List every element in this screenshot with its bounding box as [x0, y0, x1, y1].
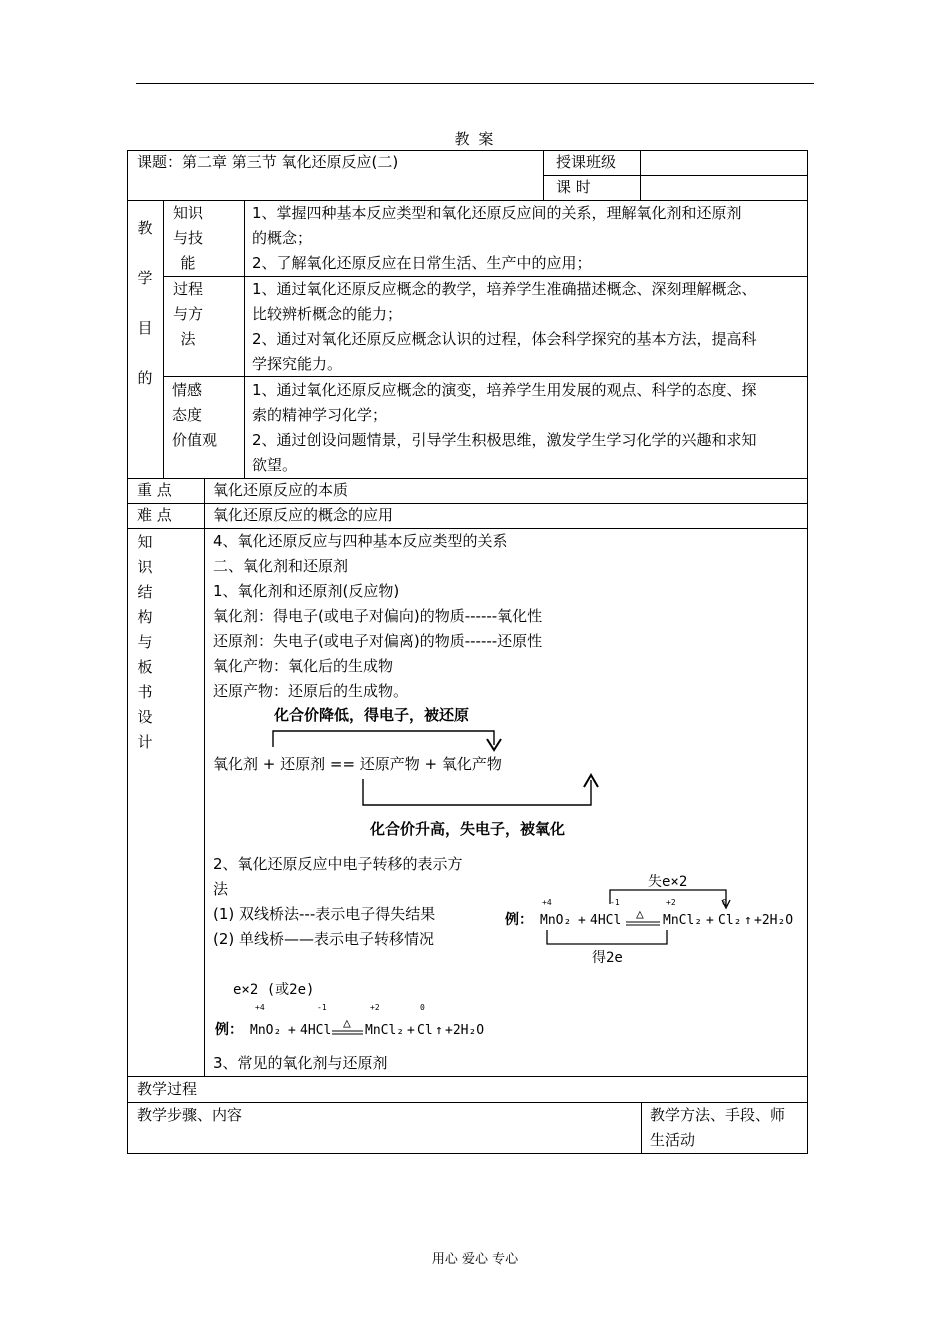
emotion-line-4: 欲望。	[252, 456, 298, 474]
key-point-text: 氧化还原反应的本质	[213, 481, 349, 499]
ex2-mno2: MnO₂	[250, 1023, 282, 1038]
board-line-2: 二、氧化剂和还原剂	[213, 557, 349, 575]
process-line-1: 1、通过氧化还原反应概念的教学，培养学生准确描述概念、深刻理解概念、	[252, 280, 757, 298]
emotion-line-1: 1、通过氧化还原反应概念的演变，培养学生用发展的观点、科学的态度、探	[252, 381, 757, 399]
ex2-cl: Cl	[417, 1023, 433, 1038]
board-line-1: 4、氧化还原反应与四种基本反应类型的关系	[213, 532, 508, 550]
knowledge-label: 知识与技能	[172, 204, 203, 272]
method-line-4: (2) 单线桥——表示电子转移情况	[213, 930, 435, 948]
ex2-hcl: 4HCl	[300, 1023, 332, 1038]
knowledge-line-3: 2、了解氧化还原反应在日常生活、生产中的应用；	[252, 254, 592, 272]
reduction-label: 化合价降低，得电子，被还原	[274, 706, 470, 724]
ex1-lose-label: 失e×2	[648, 874, 688, 890]
ex2-ox-mn2: +2	[370, 1003, 380, 1012]
method-line-3: (1) 双线桥法---表示电子得失结果	[213, 905, 436, 923]
ex1-hcl: 4HCl	[590, 913, 622, 928]
methods-label-2: 生活动	[650, 1131, 696, 1149]
emotion-line-3: 2、通过创设问题情景，引导学生积极思维，激发学生学习化学的兴趣和求知	[252, 431, 757, 449]
ex1-mncl2: MnCl₂	[663, 913, 703, 928]
ex2-water: +2H₂O	[445, 1023, 485, 1038]
ex2-heat-sign: △	[343, 1016, 351, 1031]
ex2-plus-2: +	[407, 1023, 415, 1038]
ex1-gain-label: 得2e	[592, 950, 623, 966]
ex1-cl2: Cl₂	[718, 913, 742, 928]
redox-equation: 氧化剂 + 还原剂 == 还原产物 + 氧化产物	[213, 755, 502, 773]
page-footer: 用心 爱心 专心	[431, 1252, 519, 1267]
ex1-water: +2H₂O	[754, 913, 794, 928]
key-point-label: 重 点	[137, 481, 172, 499]
board-last-line: 3、常见的氧化剂与还原剂	[213, 1054, 388, 1072]
process-header: 教学过程	[137, 1080, 198, 1098]
steps-label: 教学步骤、内容	[137, 1106, 243, 1124]
ex1-prefix: 例：	[505, 912, 533, 928]
process-line-2: 比较辨析概念的能力；	[252, 305, 403, 323]
ex1-plus-1: +	[578, 913, 586, 928]
board-line-4: 氧化剂：得电子(或电子对偏向)的物质------氧化性	[213, 607, 543, 625]
single-bridge-example	[205, 976, 525, 1048]
method-line-1: 2、氧化还原反应中电子转移的表示方	[213, 855, 463, 873]
difficulty-text: 氧化还原反应的概念的应用	[213, 506, 394, 524]
difficulty-label: 难 点	[137, 506, 172, 524]
process-line-3: 2、通过对氧化还原反应概念认识的过程，体会科学探究的基本方法，提高科	[252, 330, 757, 348]
ex2-prefix: 例：	[215, 1022, 243, 1038]
ex1-ox-cl: -1	[610, 898, 620, 907]
ex1-ox-mn2: +2	[666, 898, 676, 907]
board-line-5: 还原剂：失电子(或电子对偏离)的物质------还原性	[213, 632, 543, 650]
ex2-ox-cl2: 0	[420, 1003, 425, 1012]
ex2-plus-1: +	[288, 1023, 296, 1038]
document-title: 教 案	[454, 130, 496, 148]
ex2-gas-arrow: ↑	[435, 1023, 443, 1038]
ex2-mncl2: MnCl₂	[365, 1023, 405, 1038]
ex1-plus-2: +	[706, 913, 714, 928]
board-line-7: 还原产物：还原后的生成物。	[213, 682, 409, 700]
ex2-ox-mn: +4	[255, 1003, 265, 1012]
methods-label-1: 教学方法、手段、师	[650, 1106, 786, 1124]
method-line-2: 法	[213, 880, 229, 898]
objectives-label: 教学目的	[137, 219, 153, 387]
ex2-ox-cl: -1	[317, 1003, 327, 1012]
ex1-heat-sign: △	[636, 907, 644, 922]
topic-title: 课题：第二章 第三节 氧化还原反应(二)	[137, 153, 399, 171]
ex1-mno2: MnO₂	[540, 913, 572, 928]
knowledge-line-2: 的概念；	[252, 229, 313, 247]
ex1-gas-arrow: ↑	[744, 913, 752, 928]
class-label: 授课班级	[556, 153, 617, 171]
process-line-4: 学探究能力。	[252, 355, 343, 373]
board-line-3: 1、氧化剂和还原剂(反应物)	[213, 582, 400, 600]
board-line-6: 氧化产物：氧化后的生成物	[213, 657, 394, 675]
header-rule	[136, 83, 814, 84]
double-bridge-example	[500, 868, 806, 968]
emotion-line-2: 索的精神学习化学；	[252, 406, 388, 424]
knowledge-line-1: 1、掌握四种基本反应类型和氧化还原反应间的关系，理解氧化剂和还原剂	[252, 204, 742, 222]
process-label: 过程与方法	[172, 280, 203, 348]
oxidation-label: 化合价升高，失电子，被氧化	[370, 820, 566, 838]
emotion-label-2: 态度	[172, 406, 203, 424]
emotion-label-3: 价值观	[172, 431, 218, 449]
hours-label: 课 时	[556, 178, 591, 196]
ex1-ox-mn: +4	[542, 898, 552, 907]
emotion-label-1: 情感	[172, 381, 203, 399]
board-label: 知识结构与板书设计	[137, 533, 153, 751]
ex1-ox-cl2: 0	[722, 898, 727, 907]
ex2-transfer-label: e×2 (或2e)	[233, 982, 315, 998]
